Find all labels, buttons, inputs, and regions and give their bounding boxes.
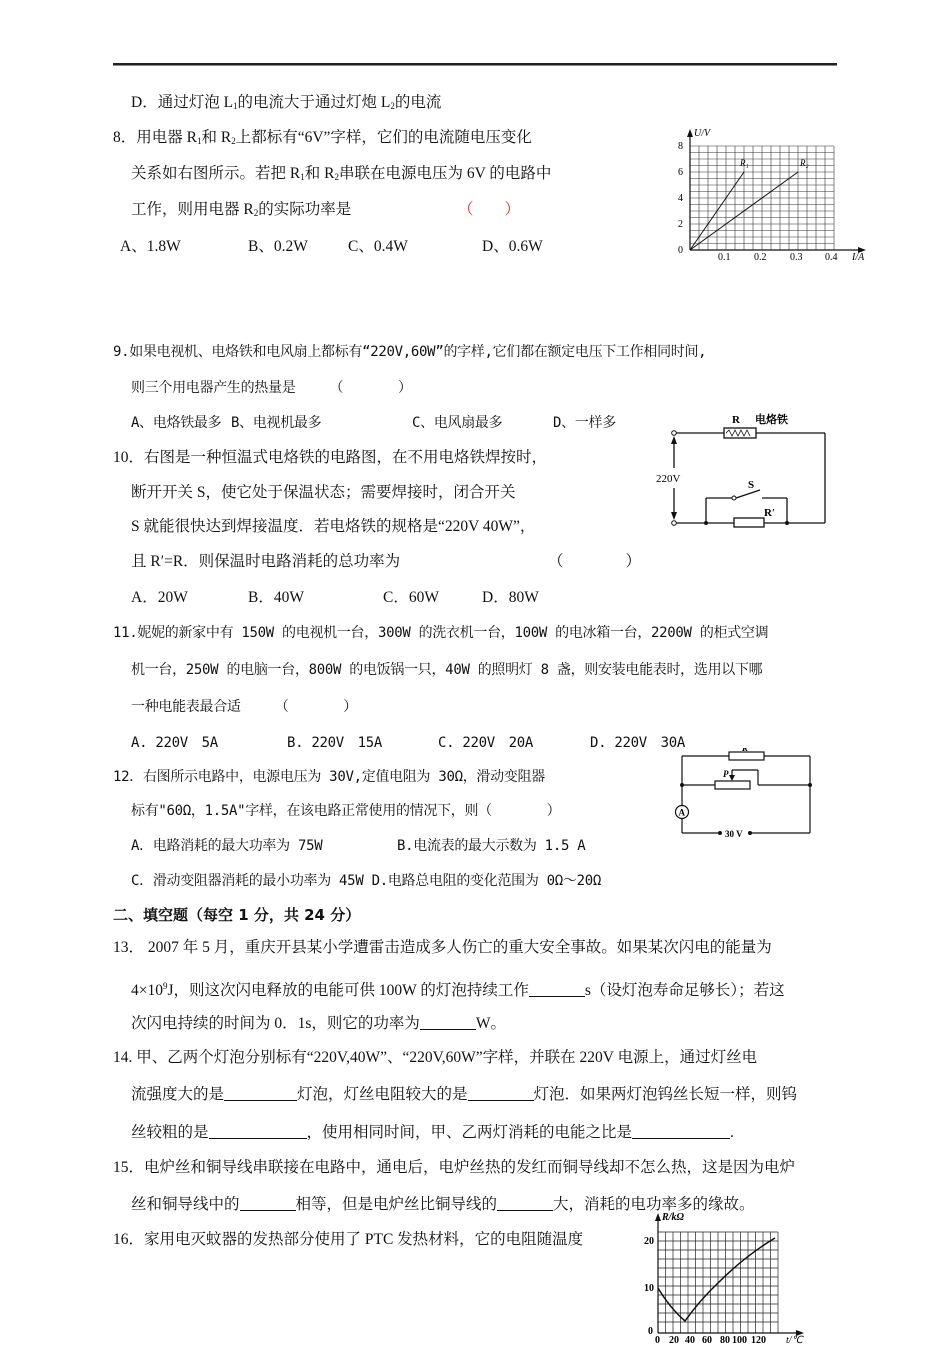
q10-line-2: 断开开关 S，使它处于保温状态；需要焊接时，闭合开关 — [131, 484, 516, 501]
q13-line-2: $4\times 10^9J$，则这次闪电释放的电能可供 100W 的灯泡持续工作 s（设灯泡寿命足够长）；若这 — [131, 981, 785, 999]
q10-circuit-diagram — [652, 408, 832, 533]
svg-text:20: 20 — [644, 1236, 654, 1247]
q7-option-d: D．通过灯泡 $L_1$的电流大于通过灯炮 $L_2$的电流 — [131, 94, 442, 111]
q8-option-d: D、0.6W — [482, 238, 543, 255]
q11-option-c: C. 220V 20A — [438, 735, 533, 751]
svg-text:120: 120 — [751, 1335, 766, 1344]
q14-blank-1[interactable] — [224, 1086, 297, 1101]
q15-blank-1[interactable] — [240, 1196, 296, 1211]
svg-text:20: 20 — [669, 1335, 679, 1344]
q9-option-d: D、一样多 — [553, 415, 616, 431]
svg-text:6: 6 — [678, 167, 683, 178]
q8-option-b: B、0.2W — [248, 238, 308, 255]
q12-circuit-diagram — [670, 748, 830, 848]
svg-text:U/V: U/V — [694, 128, 711, 139]
svg-text:P: P — [723, 769, 729, 779]
q10-answer-paren: （ ） — [548, 553, 642, 570]
svg-text:0.4: 0.4 — [825, 252, 838, 263]
svg-text:0: 0 — [655, 1335, 660, 1344]
q14-line-2: 流强度大的是 灯泡，灯丝电阻较大的是 灯泡．如果两灯泡钨丝长短一样，则钨 — [131, 1086, 798, 1103]
q10-line-4: 且 R′=R．则保温时电路消耗的总功率为 — [131, 553, 401, 570]
q12-option-b: B.电流表的最大示数为 1.5 A — [397, 838, 586, 854]
q10-option-a: A．20W — [131, 589, 188, 606]
svg-text:0.1: 0.1 — [718, 252, 731, 263]
q12-option-a: A．电路消耗的最大功率为 75W — [131, 838, 323, 854]
svg-text:40: 40 — [685, 1335, 695, 1344]
q11-option-d: D. 220V 30A — [590, 735, 685, 751]
svg-text:R′: R′ — [764, 507, 776, 519]
q8-line-1: 8．用电器 $R_1$和 $R_2$上都标有“6V”字样，它们的电流随电压变化 — [113, 129, 532, 146]
q12-options-cd — [131, 871, 601, 891]
svg-text:0.2: 0.2 — [754, 252, 767, 263]
svg-text:100: 100 — [732, 1335, 747, 1344]
q10-line-1: 10．右图是一种恒温式电烙铁的电路图，在不用电烙铁焊按时， — [113, 449, 548, 466]
svg-text:S: S — [748, 479, 755, 491]
q14-line-3: 丝较粗的是 ，使用相同时间，甲、乙两灯消耗的电能之比是 . — [131, 1124, 734, 1141]
q10-option-c: C．60W — [383, 589, 439, 606]
q16-rt-chart — [640, 1208, 815, 1344]
q12-option-c: C．滑动变阻器消耗的最小功率为 45W — [131, 873, 364, 889]
q13-blank-1[interactable] — [529, 982, 585, 997]
q11-line-3: 一种电能表最合适 （ ） — [131, 699, 357, 715]
q10-line-3: S 就能很快达到焊接温度．若电烙铁的规格是“220V 40W”， — [131, 518, 536, 535]
svg-text:R/kΩ: R/kΩ — [662, 1212, 684, 1223]
q15-line-2: 丝和铜导线中的 相等，但是电炉丝比铜导线的 大，消耗的电功率多的缘故。 — [131, 1196, 755, 1213]
q15-blank-2[interactable] — [497, 1196, 553, 1211]
q14-blank-3[interactable] — [209, 1124, 307, 1139]
q8-line-3: 工作，则用电器 $R_2$的实际功率是 — [131, 201, 352, 218]
q9-line-1: 9.如果电视机、电烙铁和电风扇上都标有“220V,60W”的字样,它们都在额定电压下工作相同时间, — [113, 344, 707, 360]
q12-line-2: 标有"60Ω，1.5A"字样，在该电路正常使用的情况下，则（ ） — [131, 803, 561, 819]
q14-blank-4[interactable] — [632, 1124, 730, 1139]
q10-option-b: B．40W — [248, 589, 304, 606]
q12-option-d: D.电路总电阻的变化范围为 0Ω～20Ω — [371, 873, 602, 889]
q9-option-a: A、电烙铁最多 — [131, 415, 222, 431]
q8-ui-chart — [670, 122, 880, 268]
svg-text:8: 8 — [678, 141, 683, 152]
q10-option-d: D．80W — [482, 589, 539, 606]
svg-text:4: 4 — [678, 193, 683, 204]
q8-option-c: C、0.4W — [348, 238, 408, 255]
q13-blank-2[interactable] — [420, 1015, 476, 1030]
q15-line-1: 15．电炉丝和铜导线串联接在电路中，通电后，电炉丝热的发红而铜导线却不怎么热，这是因为电炉 — [113, 1159, 796, 1176]
svg-text:220V: 220V — [656, 473, 681, 485]
svg-text:80: 80 — [720, 1335, 730, 1344]
q11-option-b: B. 220V 15A — [287, 735, 382, 751]
q8-answer-paren: （ ） — [458, 201, 521, 218]
q16-line-1: 16．家用电灭蚊器的发热部分使用了 PTC 发热材料，它的电阻随温度 — [113, 1231, 584, 1248]
q13-line-1: 13． 2007 年 5 月，重庆开县某小学遭雷击造成多人伤亡的重大安全事故。如果某次闪电的能量为 — [113, 939, 772, 956]
section-2-heading: 二、填空题（每空 1 分，共 24 分） — [113, 906, 361, 924]
svg-text:t/℃: t/℃ — [786, 1335, 803, 1344]
q12-line-1: 12．右图所示电路中，电源电压为 30V,定值电阻为 30Ω，滑动变阻器 — [113, 769, 545, 785]
q11-line-1: 11.妮妮的新家中有 150W 的电视机一台，300W 的洗衣机一台，100W 的电冰箱一台，2200W 的柜式空调 — [113, 625, 769, 641]
q9-line-2: 则三个用电器产生的热量是 （ ） — [131, 380, 412, 396]
q11-line-2: 机一台，250W 的电脑一台，800W 的电饭锅一只，40W 的照明灯 8 盏，则安装电能表时，选用以下哪 — [131, 662, 763, 678]
svg-text:0.3: 0.3 — [790, 252, 803, 263]
q13-line-3: 次闪电持续的时间为 0．1s，则它的功率为 W。 — [131, 1015, 507, 1032]
svg-text:I/A: I/A — [852, 252, 865, 263]
q8-option-a: A、1.8W — [120, 238, 181, 255]
q9-option-c: C、电风扇最多 — [412, 415, 503, 431]
svg-text:A: A — [678, 807, 685, 818]
svg-text:R: R — [732, 414, 740, 426]
svg-text:0: 0 — [648, 1326, 653, 1337]
q11-option-a: A. 220V 5A — [131, 735, 218, 751]
svg-text:2: 2 — [678, 219, 683, 230]
svg-text:10: 10 — [644, 1283, 654, 1294]
q14-line-1: 14. 甲、乙两个灯泡分别标有“220V,40W”、“220V,60W”字样，并联在 220V 电源上，通过灯丝电 — [113, 1049, 758, 1066]
q14-blank-2[interactable] — [468, 1086, 534, 1101]
svg-text:R₁: R₁ — [740, 158, 749, 168]
svg-text:60: 60 — [702, 1335, 712, 1344]
svg-text:R: R — [742, 748, 749, 753]
svg-text:电烙铁: 电烙铁 — [755, 414, 788, 426]
svg-text:0: 0 — [678, 245, 683, 256]
q8-line-2: 关系如右图所示。若把 $R_1$和 $R_2$串联在电源电压为 6V 的电路中 — [131, 165, 552, 182]
svg-text:R₂: R₂ — [800, 158, 809, 168]
svg-text:30 V: 30 V — [725, 829, 743, 839]
header-rule — [113, 63, 837, 66]
q9-option-b: B、电视机最多 — [231, 415, 322, 431]
